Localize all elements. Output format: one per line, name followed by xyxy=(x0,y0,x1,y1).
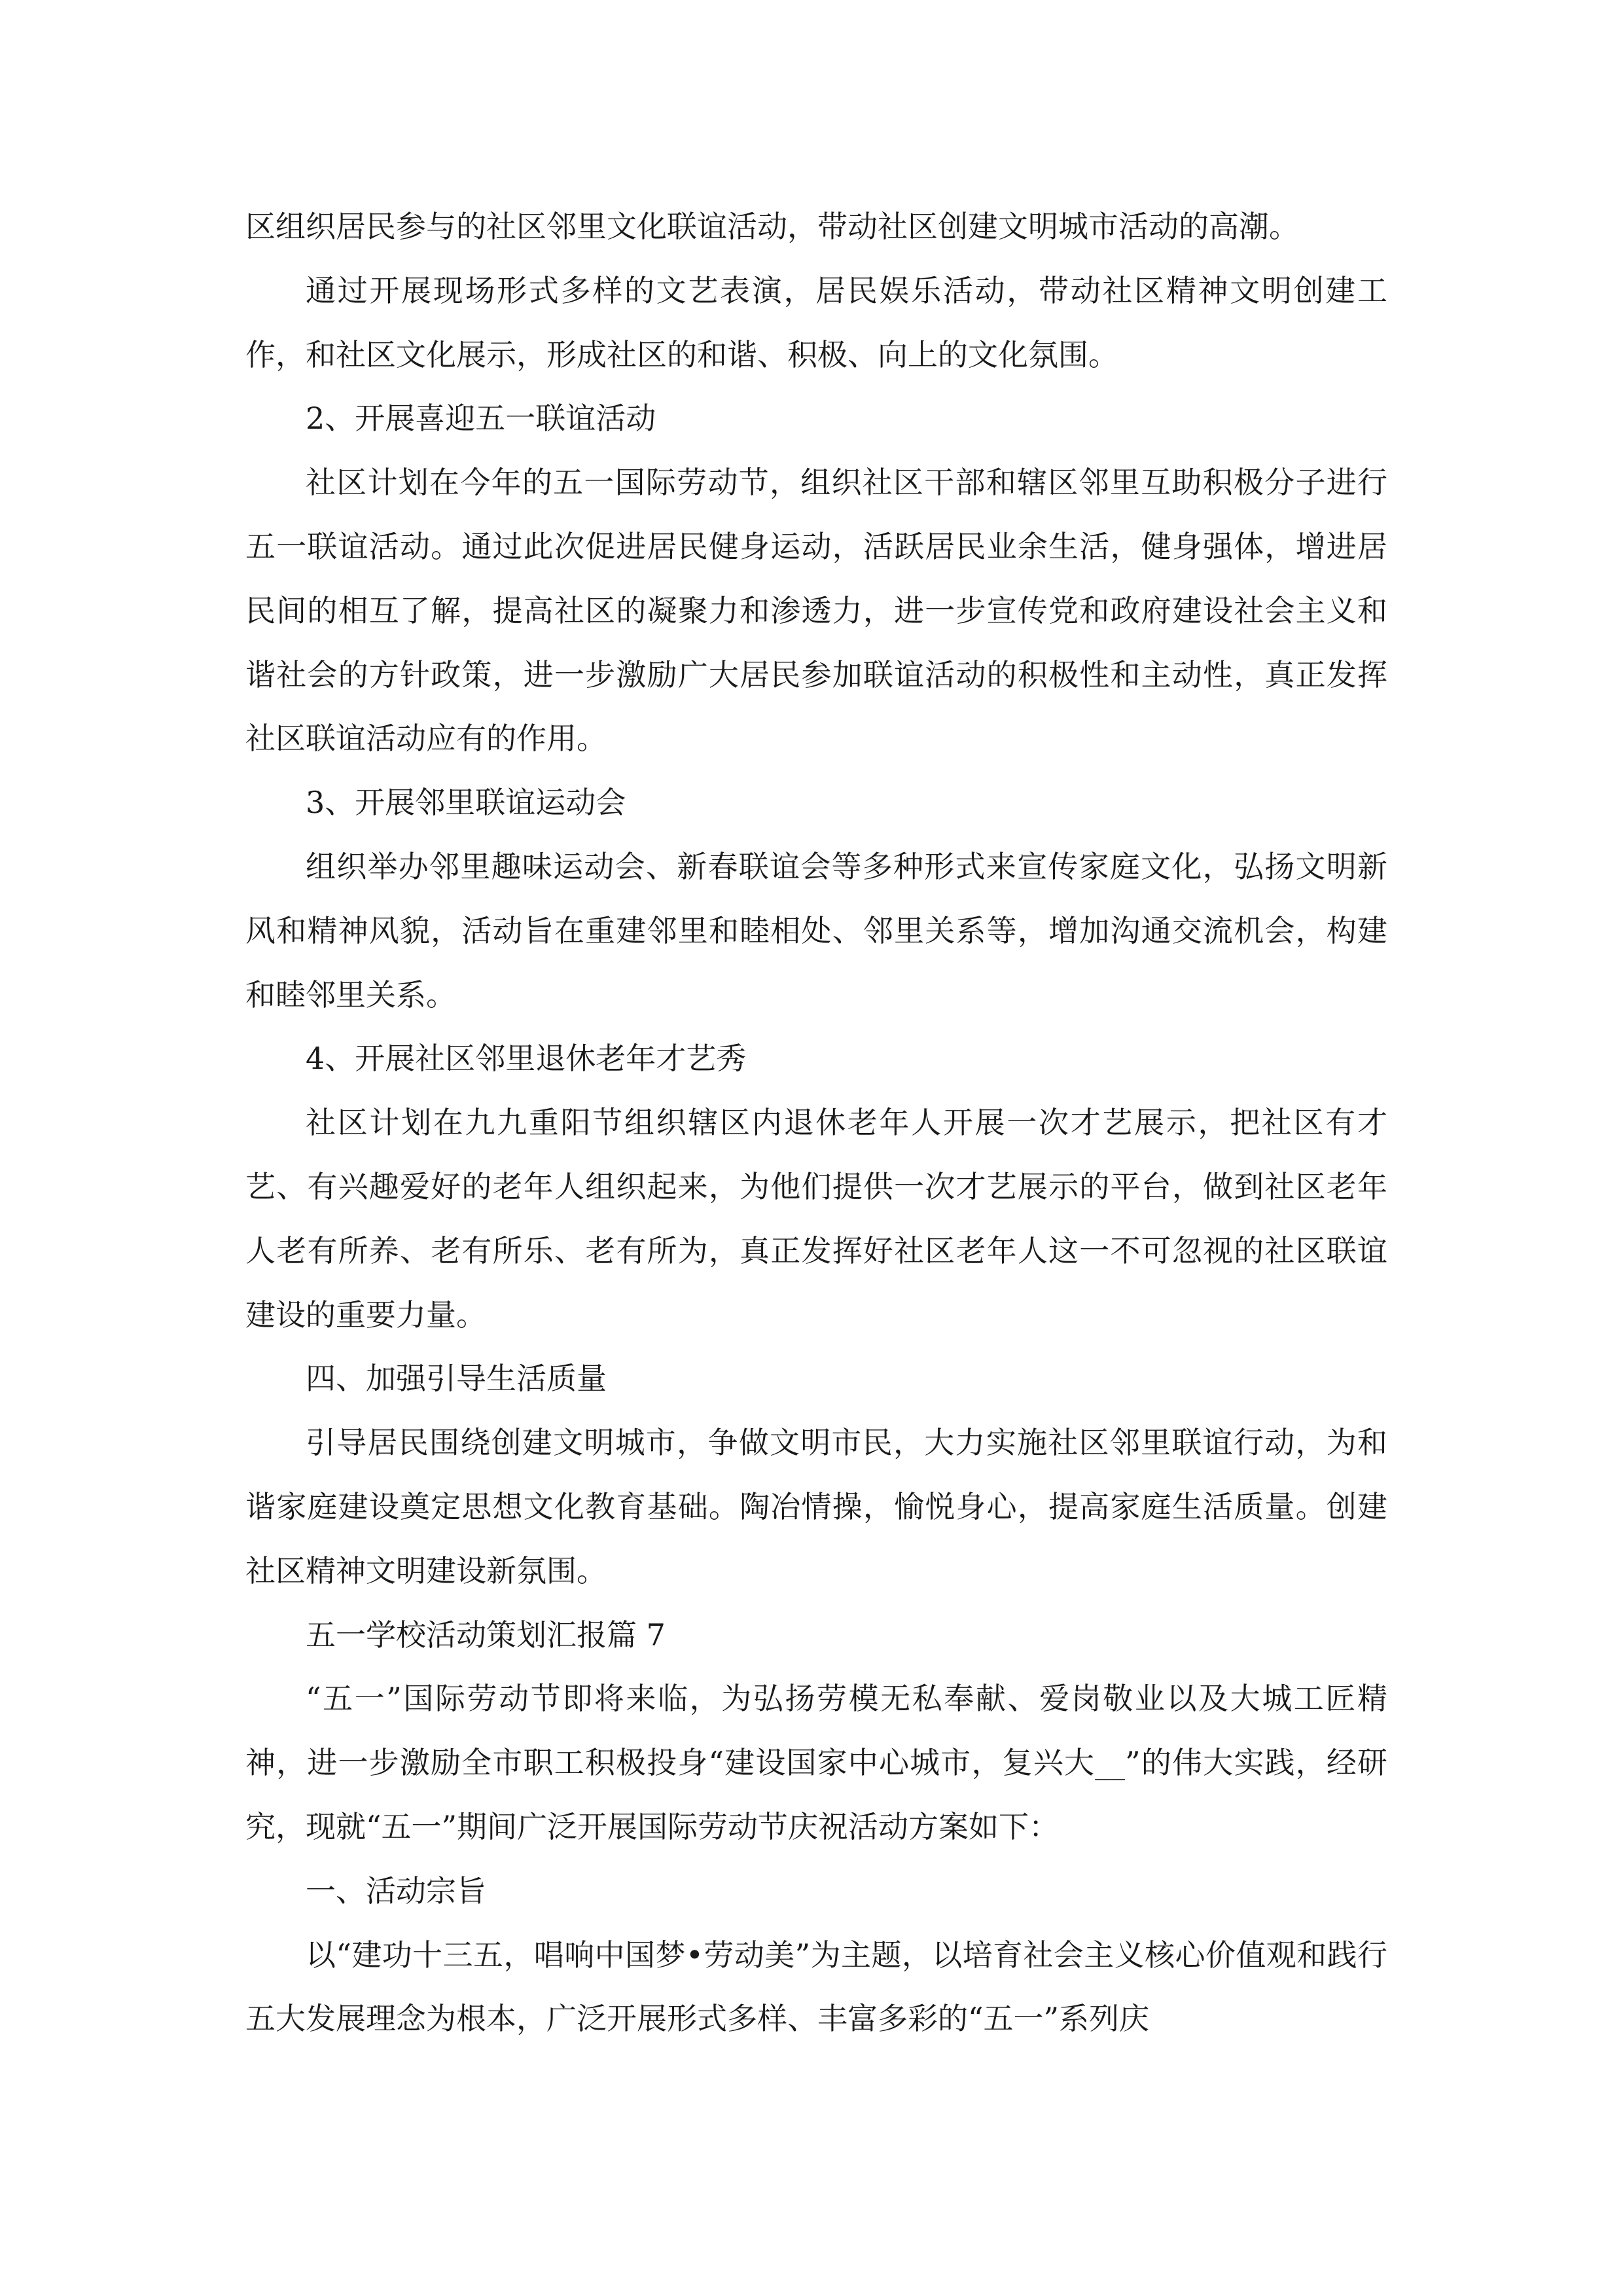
paragraph: “五一”国际劳动节即将来临，为弘扬劳模无私奉献、爱岗敬业以及大城工匠精神，进一步激励全市职工积极投身“建设国家中心城市，复兴大__”的伟大实践，经研究，现就“五一”期间广泛开展国际劳动节庆祝活动方案如下： xyxy=(245,1681,1387,1844)
section-heading: 四、加强引导生活质量 xyxy=(306,1361,607,1397)
section-heading: 4、开展社区邻里退休老年才艺秀 xyxy=(306,1041,747,1077)
section-heading: 3、开展邻里联谊运动会 xyxy=(306,785,626,821)
section-heading: 五一学校活动策划汇报篇 7 xyxy=(306,1617,666,1653)
section-heading: 一、活动宗旨 xyxy=(306,1873,486,1909)
paragraph: 通过开展现场形式多样的文艺表演，居民娱乐活动，带动社区精神文明创建工作，和社区文化展示，形成社区的和谐、积极、向上的文化氛围。 xyxy=(245,272,1387,372)
paragraph: 社区计划在今年的五一国际劳动节，组织社区干部和辖区邻里互助积极分子进行五一联谊活动。通过此次促进居民健身运动，活跃居民业余生活，健身强体，增进居民间的相互了解，提高社区的凝聚力和渗透力，进一步宣传党和政府建设社会主义和谐社会的方针政策，进一步激励广大居民参加联谊活动的积极性和主动性，真正发挥社区联谊活动应有的作用。 xyxy=(245,465,1387,757)
paragraph: 引导居民围绕创建文明城市，争做文明市民，大力实施社区邻里联谊行动，为和谐家庭建设奠定思想文化教育基础。陶冶情操，愉悦身心，提高家庭生活质量。创建社区精神文明建设新氛围。 xyxy=(245,1425,1387,1588)
paragraph: 以“建功十三五，唱响中国梦•劳动美”为主题，以培育社会主义核心价值观和践行五大发展理念为根本，广泛开展形式多样、丰富多彩的“五一”系列庆 xyxy=(245,1937,1387,2037)
section-heading: 2、开展喜迎五一联谊活动 xyxy=(306,401,656,437)
paragraph: 组织举办邻里趣味运动会、新春联谊会等多种形式来宣传家庭文化，弘扬文明新风和精神风貌，活动旨在重建邻里和睦相处、邻里关系等，增加沟通交流机会，构建和睦邻里关系。 xyxy=(245,848,1387,1013)
document-body xyxy=(245,195,1387,2051)
paragraph: 社区计划在九九重阳节组织辖区内退休老年人开展一次才艺展示，把社区有才艺、有兴趣爱好的老年人组织起来，为他们提供一次才艺展示的平台，做到社区老年人老有所养、老有所乐、老有所为，真正发挥好社区老年人这一不可忽视的社区联谊建设的重要力量。 xyxy=(245,1105,1387,1333)
paragraph: 区组织居民参与的社区邻里文化联谊活动，带动社区创建文明城市活动的高潮。 xyxy=(245,209,1299,244)
